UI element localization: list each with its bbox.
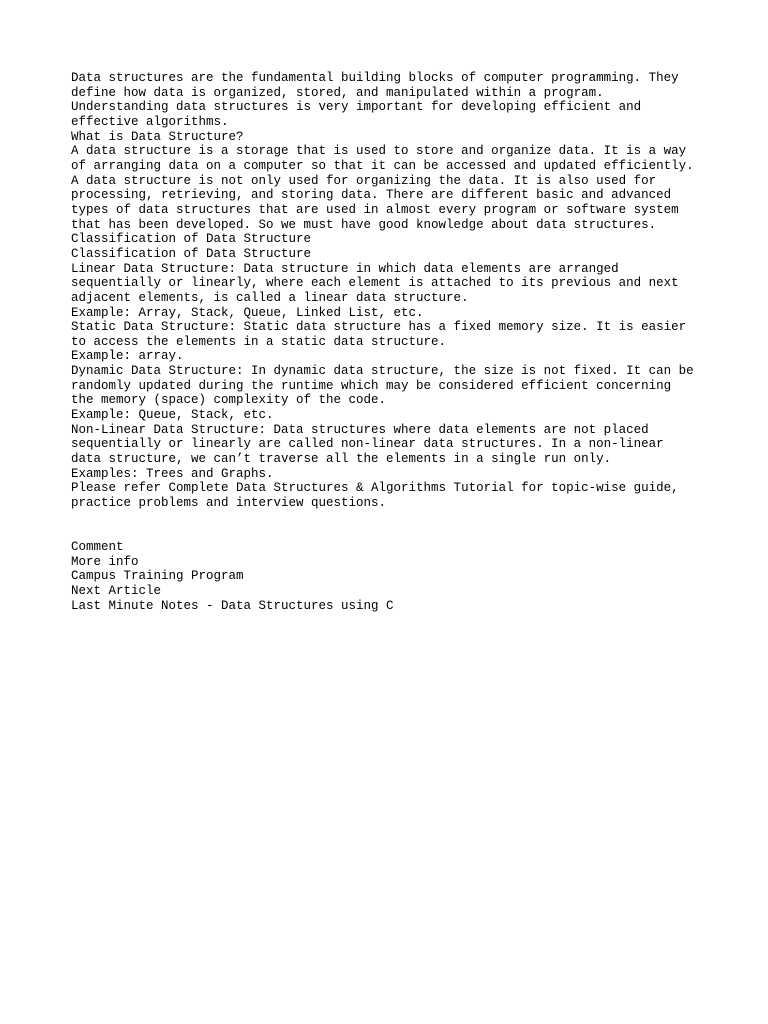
static-paragraph-line: to access the elements in a static data structure.: [71, 334, 447, 349]
non-linear-example-line: Examples: Trees and Graphs.: [71, 466, 274, 481]
next-article-label: Next Article: [71, 583, 162, 598]
intro-paragraph-line: Understanding data structures is very important for developing efficient and: [71, 100, 642, 115]
dynamic-paragraph-line: the memory (space) complexity of the code.: [71, 393, 387, 408]
definition-paragraph-line: A data structure is not only used for organizing the data. It is also used for: [71, 173, 657, 188]
campus-training-program-link[interactable]: Campus Training Program: [71, 569, 244, 584]
linear-example-line: Example: Array, Stack, Queue, Linked List, etc.: [71, 305, 424, 320]
image-caption-classification: Classification of Data Structure: [71, 246, 312, 261]
non-linear-paragraph-line: Non-Linear Data Structure: Data structures where data elements are not placed: [71, 422, 649, 437]
definition-paragraph-line: of arranging data on a computer so that it can be accessed and updated efficiently.: [71, 158, 694, 173]
non-linear-paragraph-line: sequentially or linearly are called non-linear data structures. In a non-linear: [71, 437, 664, 452]
dynamic-paragraph-line: Dynamic Data Structure: In dynamic data structure, the size is not fixed. It can be: [71, 364, 694, 379]
definition-paragraph-line: processing, retrieving, and storing data. There are different basic and advanced: [71, 188, 672, 203]
section-heading-what-is: What is Data Structure?: [71, 129, 244, 144]
intro-paragraph-line: effective algorithms.: [71, 114, 229, 129]
more-info-link[interactable]: More info: [71, 554, 139, 569]
dynamic-example-line: Example: Queue, Stack, etc.: [71, 408, 274, 423]
tutorial-reference-line: practice problems and interview questions.: [71, 496, 387, 511]
definition-paragraph-line: that has been developed. So we must have good knowledge about data structures.: [71, 217, 657, 232]
non-linear-paragraph-line: data structure, we can’t traverse all the elements in a single run only.: [71, 452, 612, 467]
linear-paragraph-line: Linear Data Structure: Data structure in which data elements are arranged: [71, 261, 619, 276]
section-spacer: [71, 511, 711, 540]
comment-link[interactable]: Comment: [71, 539, 124, 554]
section-heading-classification: Classification of Data Structure: [71, 232, 312, 247]
static-paragraph-line: Static Data Structure: Static data structure has a fixed memory size. It is easier: [71, 320, 687, 335]
intro-paragraph-line: define how data is organized, stored, and manipulated within a program.: [71, 85, 604, 100]
static-example-line: Example: array.: [71, 349, 184, 364]
linear-paragraph-line: adjacent elements, is called a linear data structure.: [71, 290, 469, 305]
next-article-link[interactable]: Last Minute Notes - Data Structures using C: [71, 598, 394, 613]
article-body: [71, 71, 711, 511]
article-footer: [71, 540, 711, 613]
tutorial-reference-line: Please refer Complete Data Structures & Algorithms Tutorial for topic-wise guide,: [71, 481, 679, 496]
article-page: [71, 71, 711, 613]
definition-paragraph-line: types of data structures that are used in almost every program or software system: [71, 202, 679, 217]
dynamic-paragraph-line: randomly updated during the runtime which may be considered efficient concerning: [71, 378, 672, 393]
intro-paragraph-line: Data structures are the fundamental building blocks of computer programming. They: [71, 71, 679, 85]
linear-paragraph-line: sequentially or linearly, where each element is attached to its previous and next: [71, 276, 679, 291]
definition-paragraph-line: A data structure is a storage that is used to store and organize data. It is a way: [71, 144, 687, 159]
